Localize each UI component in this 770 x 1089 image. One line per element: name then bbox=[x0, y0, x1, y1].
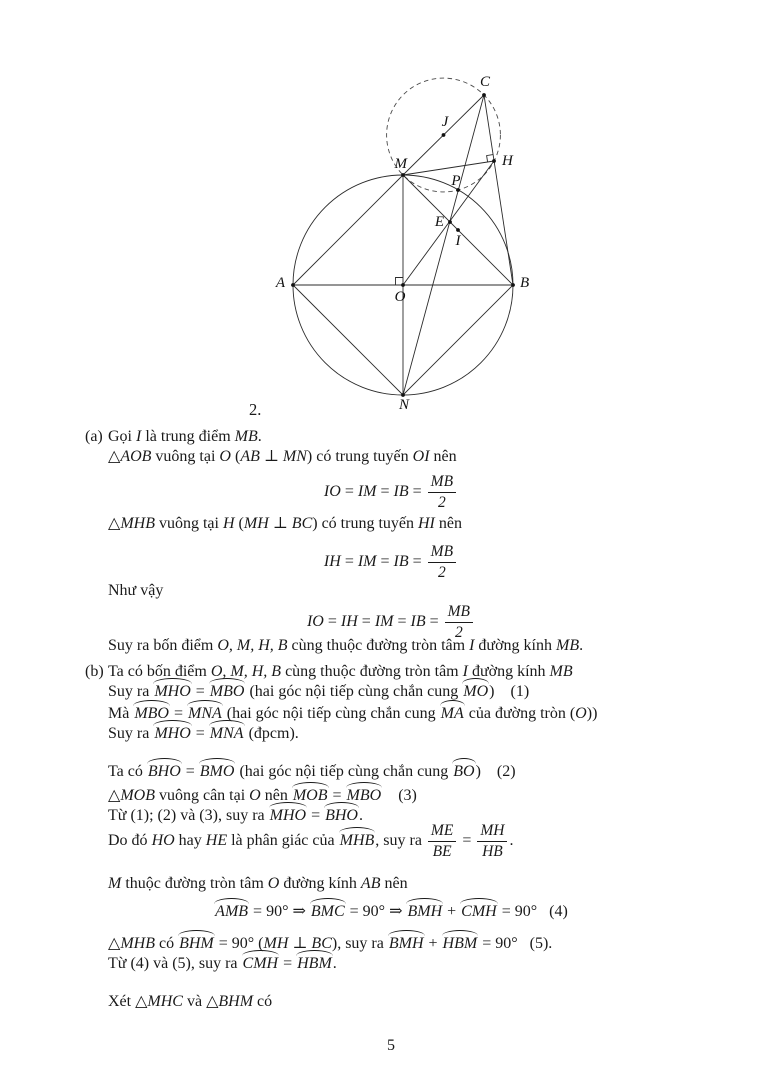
text-run: vuông cân tại bbox=[154, 787, 250, 804]
text-run: (3) bbox=[382, 787, 417, 804]
text-run: cùng thuộc đường tròn tâm bbox=[287, 637, 470, 654]
text-run: (đpcm). bbox=[244, 725, 299, 742]
point-E bbox=[448, 220, 452, 224]
label-J: J bbox=[441, 114, 449, 130]
numerator: ME bbox=[430, 821, 454, 839]
math-run: IM bbox=[357, 483, 377, 500]
label-C: C bbox=[480, 74, 491, 90]
math-run: I bbox=[136, 428, 142, 445]
math-run: M bbox=[108, 875, 122, 892]
math-run: IM bbox=[374, 613, 394, 630]
math-run: IB bbox=[410, 613, 426, 630]
denominator: 2 bbox=[428, 562, 456, 582]
text-line bbox=[85, 540, 697, 584]
numerator: MH bbox=[480, 821, 505, 839]
text-run: = bbox=[191, 725, 209, 742]
angle-arc: MBO bbox=[346, 785, 383, 807]
point-B bbox=[511, 283, 515, 287]
text-run: ( bbox=[234, 515, 244, 532]
angle-arc: BO bbox=[452, 761, 475, 783]
text-line bbox=[85, 470, 697, 514]
text-run: = bbox=[328, 787, 346, 804]
math-run: IO bbox=[306, 613, 324, 630]
text-run: ) có trung tuyến bbox=[312, 515, 418, 532]
text-run: = bbox=[357, 613, 375, 630]
math-run: MB bbox=[234, 428, 258, 445]
text-run: nên bbox=[260, 787, 292, 804]
text-run: nên bbox=[380, 875, 408, 892]
text-run: △ bbox=[108, 515, 121, 532]
text-run: ), suy ra bbox=[331, 935, 388, 952]
angle-arc: CMH bbox=[460, 901, 498, 923]
figure-number: 2. bbox=[249, 400, 262, 419]
text-run: = bbox=[169, 705, 188, 722]
angle-arc: HBM bbox=[296, 953, 333, 975]
text-line bbox=[85, 446, 697, 468]
text-run: Gọi bbox=[108, 428, 136, 445]
text-run: ) có trung tuyến bbox=[306, 448, 413, 465]
fraction bbox=[477, 822, 507, 861]
text-run: = 90° (5). bbox=[478, 935, 553, 952]
text-line bbox=[85, 991, 697, 1013]
text-run: (hai góc nội tiếp cùng chắn cung bbox=[235, 763, 453, 780]
angle-arc: MBO bbox=[209, 681, 246, 703]
label-M: M bbox=[394, 156, 407, 172]
text-line bbox=[85, 873, 697, 895]
text-run: Suy ra bbox=[108, 683, 154, 700]
text-run: = bbox=[408, 553, 426, 570]
geometry-figure bbox=[230, 60, 570, 420]
text-run: = bbox=[279, 955, 297, 972]
math-run: HI bbox=[418, 515, 435, 532]
point-H bbox=[492, 159, 496, 163]
point-J bbox=[442, 133, 446, 137]
text-run: ⊥ bbox=[288, 935, 312, 952]
text-run: Mà bbox=[108, 705, 134, 722]
text-line bbox=[85, 513, 697, 535]
text-run: Từ (4) và (5), suy ra bbox=[108, 955, 242, 972]
text-line bbox=[85, 635, 697, 657]
angle-arc: BHO bbox=[324, 805, 359, 827]
math-run: MB bbox=[549, 663, 573, 680]
math-run: IO bbox=[323, 483, 341, 500]
angle-arc: BMH bbox=[406, 901, 443, 923]
math-run: AOB bbox=[120, 448, 152, 465]
text-run: Như vậy bbox=[108, 582, 164, 599]
text-run: đường kính bbox=[467, 663, 550, 680]
denominator: 2 bbox=[445, 622, 473, 642]
math-run: MHB bbox=[120, 935, 155, 952]
label-I: I bbox=[455, 233, 461, 249]
math-run: O bbox=[219, 448, 231, 465]
segment-C-B bbox=[484, 95, 513, 285]
angle-arc: MHO bbox=[153, 723, 191, 745]
text-run: Từ (1); (2) và (3), suy ra bbox=[108, 807, 269, 824]
text-run: = bbox=[191, 683, 209, 700]
text-run: đường kính bbox=[474, 637, 556, 654]
math-run: O bbox=[267, 875, 280, 892]
text-run: △ bbox=[108, 448, 121, 465]
text-run: ) (2) bbox=[475, 763, 516, 780]
text-run: và △ bbox=[182, 993, 219, 1010]
angle-arc: MNA bbox=[187, 703, 223, 725]
solution-text bbox=[85, 426, 697, 1013]
segment-M-H bbox=[403, 161, 494, 175]
text-line bbox=[85, 426, 697, 448]
angle-arc: HBM bbox=[442, 933, 479, 955]
text-run: nên bbox=[434, 515, 462, 532]
text-run: = bbox=[181, 763, 199, 780]
text-run: (hai góc nội tiếp cùng chắn cung bbox=[245, 683, 463, 700]
fraction bbox=[428, 543, 456, 582]
text-line bbox=[85, 821, 697, 861]
math-run: MOB bbox=[120, 787, 155, 804]
math-run: IH bbox=[340, 613, 358, 630]
text-run: = 90° ( bbox=[214, 935, 264, 952]
item-marker: (a) bbox=[85, 428, 103, 445]
angle-arc: BHM bbox=[178, 933, 215, 955]
angle-arc: MBO bbox=[133, 703, 170, 725]
label-E: E bbox=[434, 214, 444, 230]
angle-arc: MA bbox=[440, 703, 465, 725]
point-C bbox=[482, 93, 486, 97]
segment-B-N bbox=[403, 285, 513, 395]
text-run: . bbox=[332, 955, 337, 972]
numerator: MB bbox=[430, 542, 454, 560]
math-run: H bbox=[222, 515, 235, 532]
math-run: MB bbox=[556, 637, 580, 654]
text-run: + bbox=[443, 903, 461, 920]
math-run: IB bbox=[393, 483, 409, 500]
text-run: Xét △ bbox=[108, 993, 148, 1010]
angle-arc: MO bbox=[462, 681, 489, 703]
math-run: MH bbox=[243, 515, 269, 532]
label-P: P bbox=[451, 173, 461, 189]
text-run: hay bbox=[174, 832, 206, 849]
text-run: = bbox=[323, 613, 341, 630]
text-line bbox=[85, 785, 697, 807]
text-run: = bbox=[376, 483, 394, 500]
label-N: N bbox=[398, 397, 410, 413]
math-run: MH bbox=[263, 935, 289, 952]
text-run: là phân giác của bbox=[227, 832, 339, 849]
text-run: = bbox=[340, 553, 358, 570]
angle-arc: MNA bbox=[209, 723, 245, 745]
label-A: A bbox=[275, 275, 285, 291]
text-run: của đường tròn ( bbox=[464, 705, 576, 722]
math-run: MHB bbox=[120, 515, 155, 532]
text-run: = 90° ⇒ bbox=[345, 903, 407, 920]
math-run: HE bbox=[205, 832, 228, 849]
text-line bbox=[85, 723, 697, 745]
text-run: Suy ra bbox=[108, 725, 154, 742]
angle-arc: AMB bbox=[214, 901, 249, 923]
text-run: ( bbox=[230, 448, 241, 465]
text-run: + bbox=[424, 935, 442, 952]
math-run: HO bbox=[151, 832, 175, 849]
text-run: . bbox=[579, 637, 584, 654]
segment-C-N bbox=[403, 95, 484, 395]
math-run: I bbox=[469, 637, 475, 654]
fraction bbox=[428, 822, 456, 861]
math-run: BC bbox=[311, 935, 332, 952]
page-number: 5 bbox=[387, 1037, 395, 1054]
label-B: B bbox=[520, 275, 530, 291]
text-run: vuông tại bbox=[154, 515, 223, 532]
math-run: IM bbox=[357, 553, 377, 570]
math-run: MHC bbox=[147, 993, 183, 1010]
denominator: 2 bbox=[428, 492, 456, 512]
text-run: = bbox=[340, 483, 358, 500]
fraction bbox=[428, 473, 456, 512]
text-run: Do đó bbox=[108, 832, 152, 849]
text-run: vuông tại bbox=[151, 448, 220, 465]
label-H: H bbox=[502, 153, 513, 169]
text-run: nên bbox=[429, 448, 457, 465]
text-run: đường kính bbox=[279, 875, 361, 892]
text-run: = bbox=[458, 832, 476, 849]
text-run: ⊥ bbox=[268, 515, 292, 532]
segment-A-M bbox=[293, 175, 403, 285]
text-line bbox=[85, 897, 697, 927]
item-marker: (b) bbox=[85, 663, 104, 680]
denominator: HB bbox=[477, 841, 507, 861]
segment-A-N bbox=[293, 285, 403, 395]
math-run: AB bbox=[360, 875, 381, 892]
text-run: △ bbox=[108, 935, 121, 952]
text-line bbox=[85, 580, 697, 602]
text-run: có bbox=[253, 993, 273, 1010]
angle-arc: CMH bbox=[242, 953, 280, 975]
text-run: = 90° (4) bbox=[497, 903, 568, 920]
math-run: O bbox=[249, 787, 261, 804]
text-run: (hai góc nội tiếp cùng chắn cung bbox=[222, 705, 440, 722]
math-run: BC bbox=[291, 515, 313, 532]
math-run: MN bbox=[282, 448, 307, 465]
angle-arc: BHO bbox=[147, 761, 182, 783]
angle-arc: BMH bbox=[388, 933, 425, 955]
text-run: = bbox=[408, 483, 426, 500]
text-run: . bbox=[509, 832, 514, 849]
point-I bbox=[456, 228, 460, 232]
text-run: = bbox=[307, 807, 325, 824]
text-run: thuộc đường tròn tâm bbox=[121, 875, 268, 892]
text-run: có bbox=[154, 935, 179, 952]
math-run: I bbox=[462, 663, 468, 680]
text-run: , suy ra bbox=[375, 832, 426, 849]
angle-arc: MHO bbox=[269, 805, 307, 827]
text-run: = bbox=[393, 613, 411, 630]
angle-arc: MOB bbox=[292, 785, 329, 807]
point-M bbox=[401, 173, 405, 177]
math-run: BHM bbox=[218, 993, 254, 1010]
angle-arc: BMC bbox=[310, 901, 346, 923]
text-run: Ta có bbox=[108, 763, 147, 780]
text-run: cùng thuộc đường tròn tâm bbox=[281, 663, 463, 680]
denominator: BE bbox=[428, 841, 456, 861]
text-run: . bbox=[358, 807, 363, 824]
numerator: MB bbox=[430, 472, 454, 490]
numerator: MB bbox=[447, 602, 471, 620]
text-run: = 90° ⇒ bbox=[249, 903, 310, 920]
text-run: là trung điểm bbox=[141, 428, 235, 445]
math-run: IH bbox=[323, 553, 341, 570]
math-run: OI bbox=[412, 448, 430, 465]
point-A bbox=[291, 283, 295, 287]
math-run: O, M, H, B bbox=[210, 663, 282, 680]
text-run: ) (1) bbox=[489, 683, 530, 700]
text-line bbox=[85, 933, 697, 955]
math-run: O bbox=[575, 705, 587, 722]
text-run: )) bbox=[586, 705, 598, 722]
angle-arc: MHO bbox=[153, 681, 191, 703]
math-run: AB bbox=[240, 448, 260, 465]
point-O bbox=[401, 283, 405, 287]
text-run: . bbox=[257, 428, 262, 445]
text-run: Suy ra bốn điểm bbox=[108, 637, 218, 654]
text-run: Ta có bốn điểm bbox=[108, 663, 211, 680]
text-run: = bbox=[376, 553, 394, 570]
text-run: ⊥ bbox=[259, 448, 283, 465]
angle-arc: MHB bbox=[339, 830, 376, 852]
math-run: IB bbox=[393, 553, 409, 570]
math-run: O, M, H, B bbox=[217, 637, 288, 654]
text-line bbox=[85, 681, 697, 703]
text-line bbox=[85, 761, 697, 783]
text-line bbox=[85, 953, 697, 975]
angle-arc: BMO bbox=[199, 761, 236, 783]
label-O: O bbox=[394, 289, 406, 305]
text-run: = bbox=[425, 613, 443, 630]
text-run: △ bbox=[108, 787, 121, 804]
